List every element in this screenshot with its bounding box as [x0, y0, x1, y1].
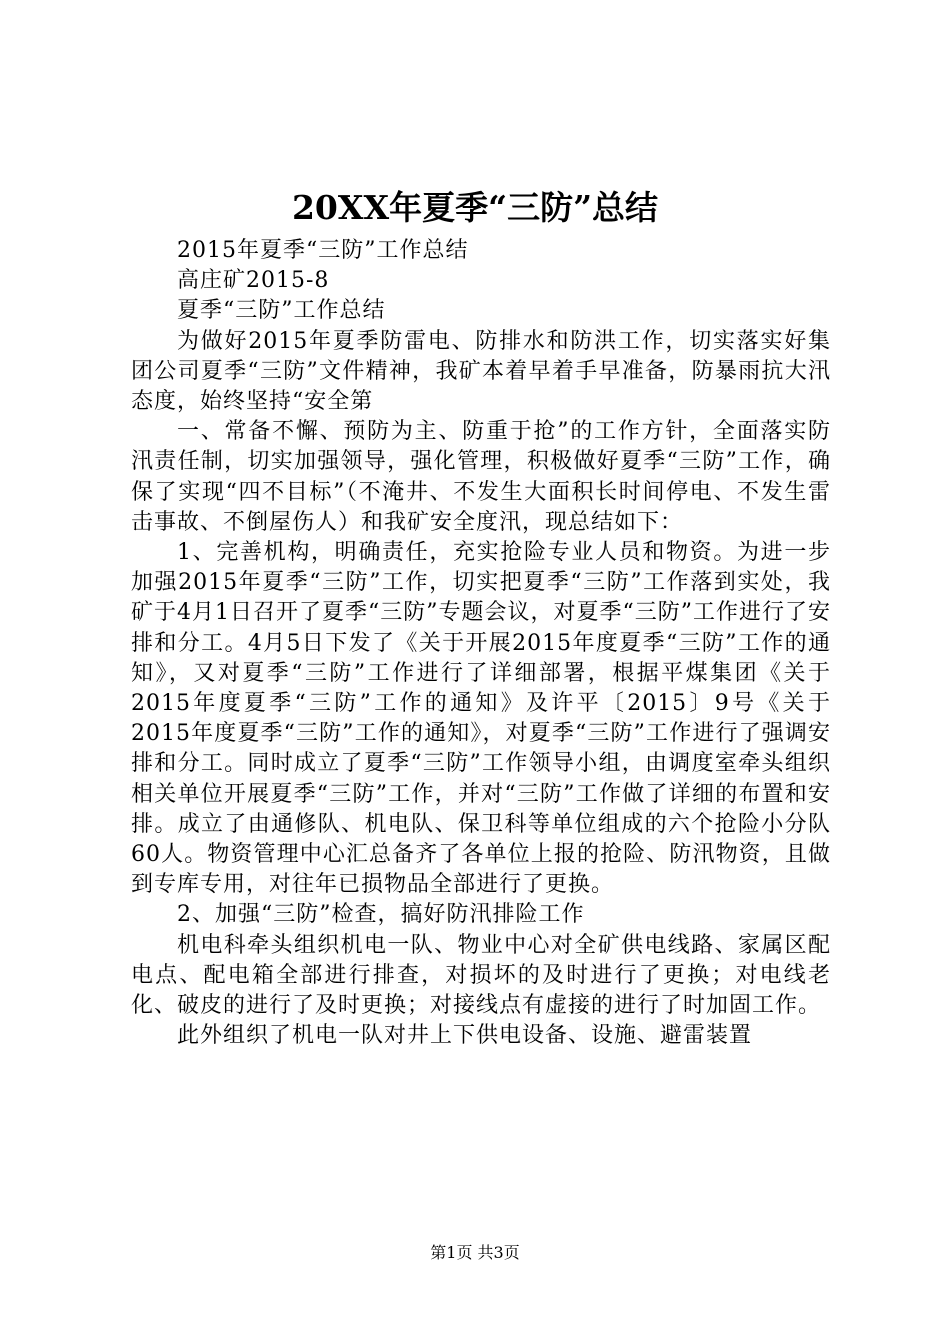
paragraph-continuation: 此外组织了机电一队对井上下供电设备、设施、避雷装置 — [177, 1023, 753, 1049]
document-title: 20XX年夏季“三防”总结 — [291, 188, 659, 227]
paragraph-policy: 一、常备不懈、预防为主、防重于抢”的工作方针，全面落实防汛责任制，切实加强领导，强化管理，积极做好夏季“三防”工作，确保了实现“四不目标”（不淹井、不发生大面积长时间停电、不发生雷击事故、不倒屋伤人）和我矿安全度汛，现总结如下： — [131, 419, 831, 535]
page-number-footer: 第1页 共3页 — [430, 1243, 520, 1262]
paragraph-author-date: 高庄矿2015-8 — [177, 268, 330, 294]
paragraph-intro: 为做好2015年夏季防雷电、防排水和防洪工作，切实落实好集团公司夏季“三防”文件精神，我矿本着早着手早准备，防暴雨抗大汛态度，始终坚持“安全第 — [131, 328, 831, 415]
paragraph-heading: 夏季“三防”工作总结 — [177, 298, 386, 324]
document-body — [131, 236, 831, 1051]
paragraph-subtitle: 2015年夏季“三防”工作总结 — [177, 238, 469, 263]
paragraph-section-1: 1、完善机构，明确责任，充实抢险专业人员和物资。为进一步加强2015年夏季“三防”工作，切实把夏季“三防”工作落到实处，我矿于4月1日召开了夏季“三防”专题会议，对夏季“三防”工作进行了安排和分工。4月5日下发了《关于开展2015年度夏季“三防”工作的通知》，又对夏季“三防”工作进行了详细部署，根据平煤集团《关于2015年度夏季“三防”工作的通知》及许平〔2015〕9号《关于2015年度夏季“三防”工作的通知》，对夏季“三防”工作进行了强调安排和分工。同时成立了夏季“三防”工作领导小组，由调度室牵头组织相关单位开展夏季“三防”工作，并对“三防”工作做了详细的布置和安排。成立了由通修队、机电队、保卫科等单位组成的六个抢险小分队60人。物资管理中心汇总备齐了各单位上报的抢险、防汛物资，且做到专库专用，对往年已损物品全部进行了更换。 — [131, 540, 831, 898]
paragraph-section-2-heading: 2、加强“三防”检查，搞好防汛排险工作 — [177, 902, 585, 928]
paragraph-section-2-body: 机电科牵头组织机电一队、物业中心对全矿供电线路、家属区配电点、配电箱全部进行排查，对损坏的及时进行了更换；对电线老化、破皮的进行了及时更换；对接线点有虚接的进行了时加固工作。 — [131, 932, 831, 1019]
